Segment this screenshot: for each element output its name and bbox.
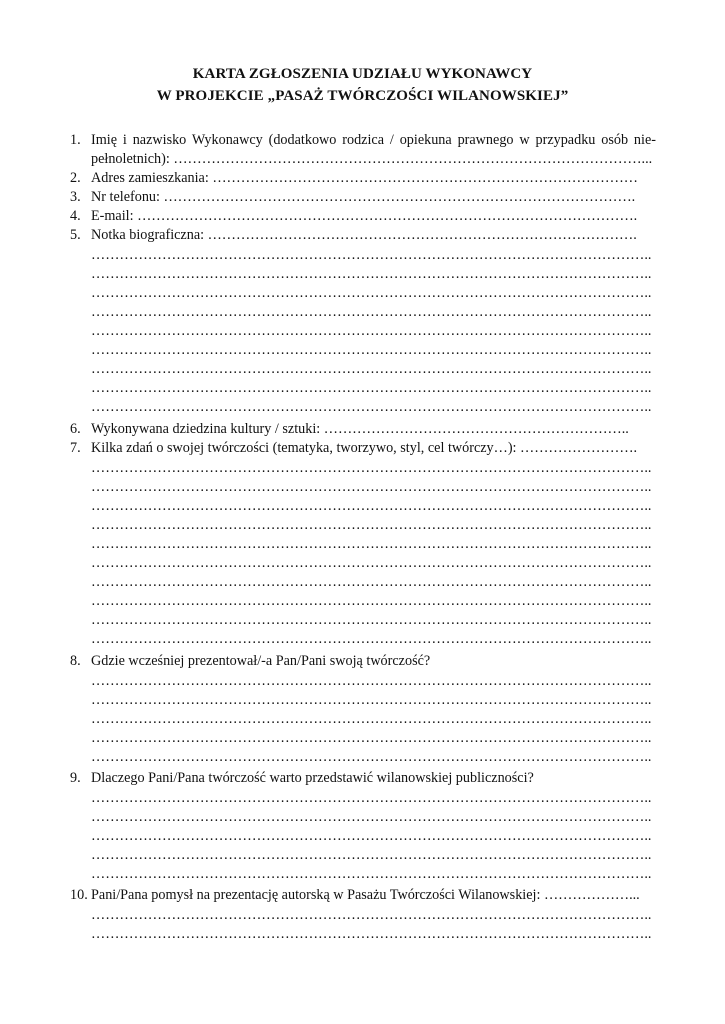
bio-dotted-line[interactable]: ………………………………………………………………………………………………………..	[91, 380, 652, 396]
why-present-dotted-line[interactable]: ………………………………………………………………………………………………………..	[91, 809, 652, 825]
item-9-question: Dlaczego Pani/Pana twórczość warto przedstawić wilanowskiej publiczności?	[91, 770, 534, 786]
item-number-2: 2.	[70, 170, 81, 186]
item-7-creativity-field[interactable]: Kilka zdań o swojej twórczości (tematyka, tworzywo, styl, cel twórczy…): …………………….	[91, 440, 638, 456]
item-number-1: 1.	[70, 132, 81, 148]
creativity-dotted-line[interactable]: ………………………………………………………………………………………………………..	[91, 555, 652, 571]
previous-presentations-dotted-line[interactable]: ………………………………………………………………………………………………………..	[91, 673, 652, 689]
creativity-dotted-line[interactable]: ………………………………………………………………………………………………………..	[91, 479, 652, 495]
creativity-dotted-line[interactable]: ………………………………………………………………………………………………………..	[91, 536, 652, 552]
creativity-dotted-line[interactable]: ………………………………………………………………………………………………………..	[91, 612, 652, 628]
why-present-dotted-line[interactable]: ………………………………………………………………………………………………………..	[91, 790, 652, 806]
idea-dotted-line[interactable]: ………………………………………………………………………………………………………..	[91, 907, 652, 923]
item-number-4: 4.	[70, 208, 81, 224]
item-number-7: 7.	[70, 440, 81, 456]
why-present-dotted-line[interactable]: ………………………………………………………………………………………………………..	[91, 866, 652, 882]
bio-dotted-line[interactable]: ………………………………………………………………………………………………………..	[91, 342, 652, 358]
bio-dotted-line[interactable]: ………………………………………………………………………………………………………..	[91, 361, 652, 377]
form-title-line-2: W PROJEKCIE „PASAŻ TWÓRCZOŚCI WILANOWSKIEJ”	[156, 88, 569, 104]
item-1-field[interactable]: pełnoletnich): ………………………………………………………………………………………...	[91, 151, 653, 167]
idea-dotted-line[interactable]: ………………………………………………………………………………………………………..	[91, 926, 652, 942]
item-2-address-field[interactable]: Adres zamieszkania: ………………………………………………………………………………	[91, 170, 638, 186]
item-1-label: Imię i nazwisko Wykonawcy (dodatkowo rodzica / opiekuna prawnego w przypadku osób nie-	[91, 132, 656, 148]
why-present-dotted-line[interactable]: ………………………………………………………………………………………………………..	[91, 828, 652, 844]
bio-dotted-line[interactable]: ………………………………………………………………………………………………………..	[91, 399, 652, 415]
item-10-idea-field[interactable]: Pani/Pana pomysł na prezentację autorską w Pasażu Twórczości Wilanowskiej: ………………...	[91, 887, 640, 903]
creativity-dotted-line[interactable]: ………………………………………………………………………………………………………..	[91, 498, 652, 514]
bio-dotted-line[interactable]: ………………………………………………………………………………………………………..	[91, 266, 652, 282]
creativity-dotted-line[interactable]: ………………………………………………………………………………………………………..	[91, 517, 652, 533]
item-number-6: 6.	[70, 421, 81, 437]
why-present-dotted-line[interactable]: ………………………………………………………………………………………………………..	[91, 847, 652, 863]
creativity-dotted-line[interactable]: ………………………………………………………………………………………………………..	[91, 574, 652, 590]
creativity-dotted-line[interactable]: ………………………………………………………………………………………………………..	[91, 460, 652, 476]
previous-presentations-dotted-line[interactable]: ………………………………………………………………………………………………………..	[91, 749, 652, 765]
item-3-phone-field[interactable]: Nr telefonu: ……………………………………………………………………………………….	[91, 189, 636, 205]
previous-presentations-dotted-line[interactable]: ………………………………………………………………………………………………………..	[91, 730, 652, 746]
item-5-bio-field[interactable]: Notka biograficzna: ……………………………………………………………………………….	[91, 227, 637, 243]
item-number-3: 3.	[70, 189, 81, 205]
bio-dotted-line[interactable]: ………………………………………………………………………………………………………..	[91, 285, 652, 301]
bio-dotted-line[interactable]: ………………………………………………………………………………………………………..	[91, 247, 652, 263]
item-4-email-field[interactable]: E-mail: …………………………………………………………………………………………….	[91, 208, 638, 224]
item-8-question: Gdzie wcześniej prezentował/-a Pan/Pani swoją twórczość?	[91, 653, 431, 669]
form-title-line-1: KARTA ZGŁOSZENIA UDZIAŁU WYKONAWCY	[192, 66, 533, 82]
creativity-dotted-line[interactable]: ………………………………………………………………………………………………………..	[91, 631, 652, 647]
item-number-8: 8.	[70, 653, 81, 669]
bio-dotted-line[interactable]: ………………………………………………………………………………………………………..	[91, 323, 652, 339]
previous-presentations-dotted-line[interactable]: ………………………………………………………………………………………………………..	[91, 711, 652, 727]
previous-presentations-dotted-line[interactable]: ………………………………………………………………………………………………………..	[91, 692, 652, 708]
item-number-10: 10.	[70, 887, 88, 903]
item-number-5: 5.	[70, 227, 81, 243]
item-number-9: 9.	[70, 770, 81, 786]
item-6-discipline-field[interactable]: Wykonywana dziedzina kultury / sztuki: ………………………………………………………..	[91, 421, 629, 437]
bio-dotted-line[interactable]: ………………………………………………………………………………………………………..	[91, 304, 652, 320]
creativity-dotted-line[interactable]: ………………………………………………………………………………………………………..	[91, 593, 652, 609]
